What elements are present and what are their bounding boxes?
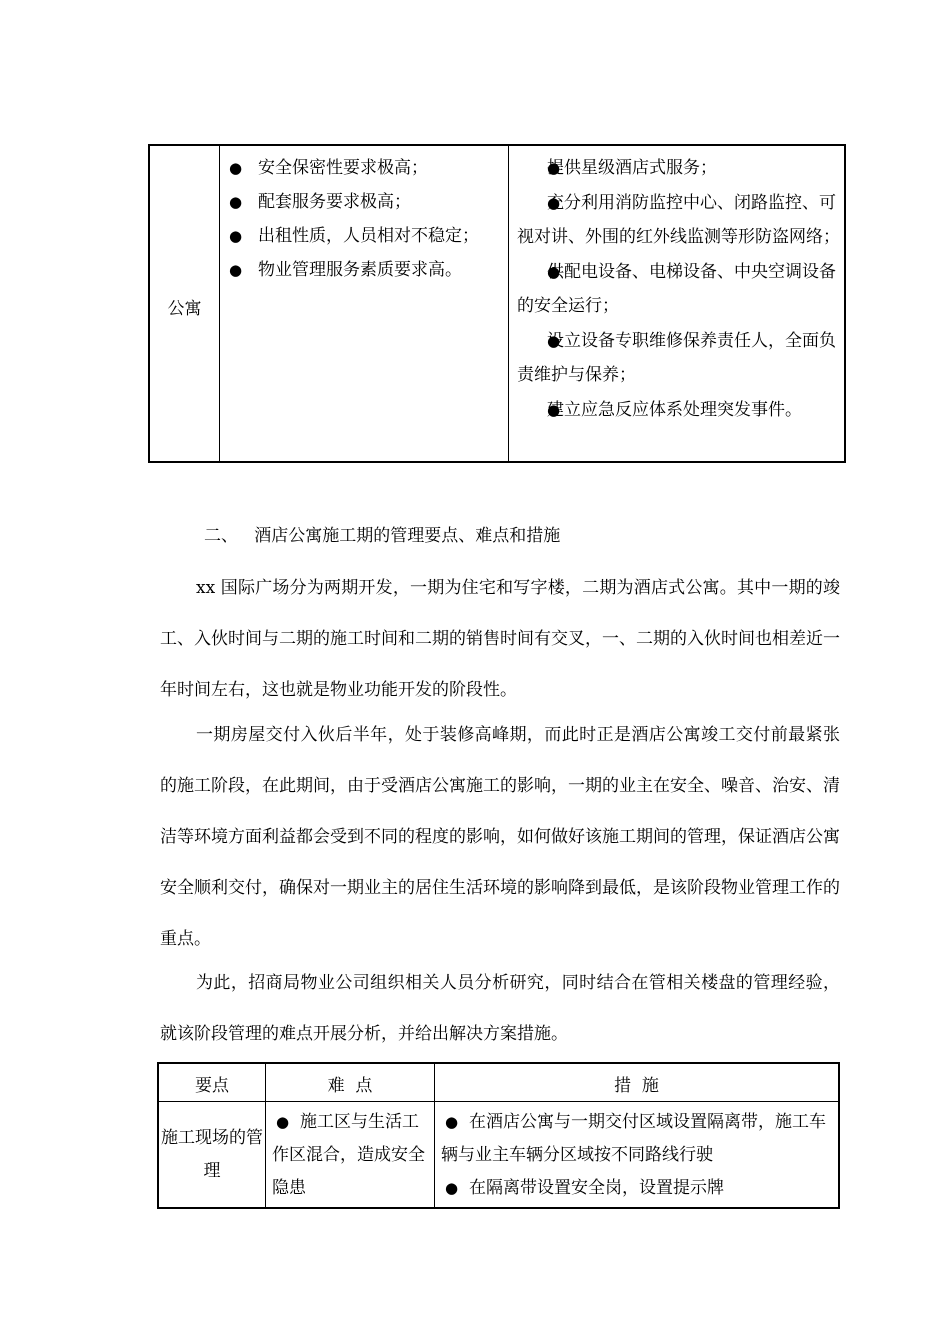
list-item: ● 供配电设备、电梯设备、中央空调设备的安全运行； bbox=[509, 255, 844, 323]
row-label: 施工现场的管理 bbox=[161, 1128, 263, 1181]
list-item: ● 在酒店公寓与一期交付区域设置隔离带，施工车辆与业主车辆分区域按不同路线行驶 bbox=[441, 1106, 834, 1172]
category-label: 公寓 bbox=[167, 299, 202, 319]
category-cell bbox=[150, 146, 220, 461]
key-point-column bbox=[159, 1064, 266, 1207]
section-heading: 二、 酒店公寓施工期的管理要点、难点和措施 bbox=[204, 526, 561, 546]
list-item: ● 出租性质，人员相对不稳定； bbox=[220, 219, 508, 253]
list-item: ● 提供星级酒店式服务； bbox=[509, 151, 844, 185]
list-item: ● 建立应急反应体系处理突发事件。 bbox=[509, 393, 844, 427]
list-item: ● 在隔离带设置安全岗，设置提示牌 bbox=[441, 1172, 834, 1205]
difficulty-cell bbox=[272, 1106, 430, 1205]
header-key-point: 要点 bbox=[195, 1076, 229, 1096]
characteristics-cell bbox=[220, 146, 509, 461]
list-item: ● 配套服务要求极高； bbox=[220, 185, 508, 219]
list-item: ● 设立设备专职维修保养责任人，全面负责维护与保养； bbox=[509, 324, 844, 392]
measures-column bbox=[435, 1064, 838, 1207]
measures-cell bbox=[509, 146, 844, 461]
measures-list bbox=[509, 151, 844, 428]
list-item: ● 物业管理服务素质要求高。 bbox=[220, 253, 508, 287]
measures-cell bbox=[441, 1106, 834, 1205]
header-difficulty: 难 点 bbox=[327, 1076, 373, 1096]
list-item: ● 安全保密性要求极高； bbox=[220, 151, 508, 185]
paragraph: 一期房屋交付入伙后半年，处于装修高峰期，而此时正是酒店公寓竣工交付前最紧张的施工阶段，在此期间，由于受酒店公寓施工的影响，一期的业主在安全、噪音、治安、清洁等环境方面利益都会受到不同的程度的影响，如何做好该施工期间的管理，保证酒店公寓安全顺利交付，确保对一期业主的居住生活环境的影响降到最低，是该阶段物业管理工作的重点。 bbox=[160, 725, 840, 949]
apartment-table bbox=[148, 144, 846, 463]
bullet-icon: ● bbox=[276, 1113, 290, 1131]
paragraph: 为此，招商局物业公司组织相关人员分析研究，同时结合在管相关楼盘的管理经验，就该阶段管理的难点开展分析，并给出解决方案措施。 bbox=[160, 973, 840, 1044]
difficulty-text: 施工区与生活工作区混合，造成安全隐患 bbox=[272, 1112, 425, 1198]
characteristics-list bbox=[220, 151, 508, 287]
bullet-icon: ● bbox=[445, 1179, 459, 1197]
bullet-icon: ● bbox=[445, 1113, 459, 1131]
list-item: ● 充分利用消防监控中心、闭路监控、可视对讲、外围的红外线监测等形防盗网络； bbox=[509, 186, 844, 254]
construction-table bbox=[157, 1062, 840, 1209]
header-measures: 措 施 bbox=[614, 1076, 659, 1096]
paragraph: xx 国际广场分为两期开发，一期为住宅和写字楼，二期为酒店式公寓。其中一期的竣工、入伙时间与二期的施工时间和二期的销售时间有交叉，一、二期的入伙时间也相差近一年时间左右，这也就是物业功能开发的阶段性。 bbox=[160, 578, 840, 700]
difficulty-column bbox=[266, 1064, 435, 1207]
